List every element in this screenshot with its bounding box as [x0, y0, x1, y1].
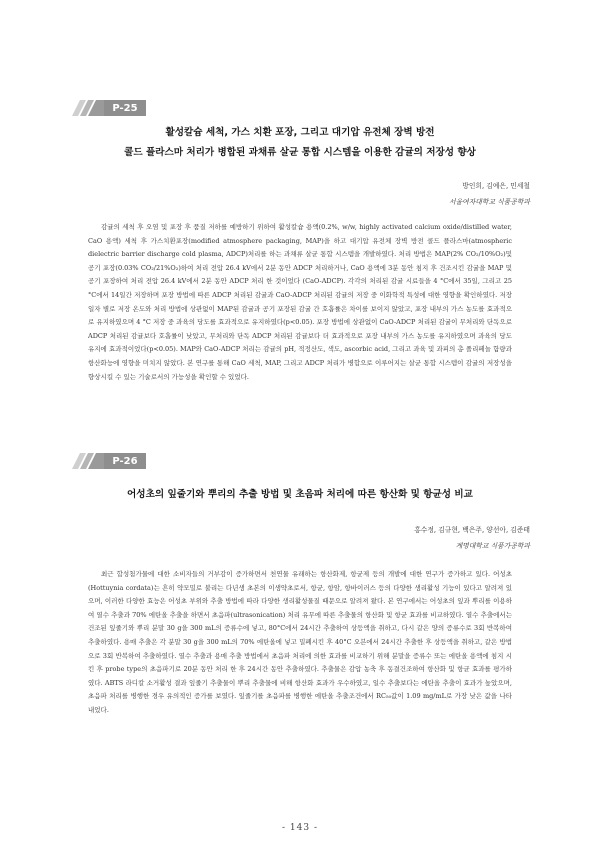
page-number: - 143 -: [282, 823, 318, 833]
badge-p26: [72, 453, 146, 469]
authors: 방인희, 김예은, 민세철: [462, 182, 530, 190]
badge-decoration-icon: [72, 453, 104, 469]
title-line: 어성초의 잎줄기와 뿌리의 추출 방법 및 초음파 처리에 따른 항산화 및 항균성 비교: [127, 489, 473, 500]
title-line: 활성칼슘 세척, 가스 치환 포장, 그리고 대기압 유전체 장벽 방전: [165, 127, 435, 138]
badge-p25: [72, 100, 146, 116]
badge-decoration-icon: [72, 100, 104, 116]
badge-label: P-25: [104, 100, 146, 116]
badge-label: P-26: [104, 453, 146, 469]
authors: 홍수정, 김규현, 백은주, 양선아, 김준태: [414, 526, 530, 534]
abstract: 최근 합성첨가물에 대한 소비자들의 거부감이 증가하면서 천연물 유래하는 항산화제, 항균제 등의 개발에 대한 연구가 증가하고 있다. 어성초(Hottuynia cordata)는 흔히 약모밀로 불리는 다년생 초본의 이생약초로서, 항균, 항암, 항바이러스 등의 다양한 생리활성 기능이 있다고 알려져 있으며, 이러한 다양한 효능은 어성초 부위와 추출 방법에 따라 다양한 생리활성물질 때문으로 알려져 왔다. 본 연구에서는 어성초의 잎과 뿌리를 이용하여 열수 추출과 70% 에탄올 추출을 하면서 초음파(ultrasonication) 처리 유무에 따른 추출물의 항산화 및 항균 효과를 비교하였다. 열수 추출에서는 건조된 잎줄기와 뿌리 분말 30 g을 300 mL의 증류수에 넣고, 80°C에서 24시간 추출하여 상등액을 취하고, 다시 같은 양의 증류수로 3회 반복하여 추출하였다. 용매 추출은 각 분말 30 g을 300 mL의 70% 에탄올에 넣고 밀폐시킨 후 40°C 오븐에서 24시간 추출한 후 상등액을 취하고, 같은 방법으로 3회 반복하여 추출하였다. 열수 추출과 용매 추출 방법에서 초음파 처리에 의한 효과를 비교하기 위해 분말을 증류수 또는 에탄올 용액에 침지 시킨 후 probe type의 초음파기로 20분 동안 처리 한 후 24시간 동안 추출하였다. 추출물은 감압 농축 후 동결건조하여 항산화 및 항균 효과를 평가하였다. ABTS 라디칼 소거활성 결과 잎줄기 추출물이 뿌리 추출물에 비해 항산화 효과가 우수하였고, 일수 추출보다는 에탄올 추출이 효과가 높았으며, 초음파 처리를 병행한 경우 유의적인 증가를 보였다. 잎줄기를 초음파를 병행한 에탄올 추출조건에서 RC₅₀값이 1.09 mg/mL로 가장 낮은 값을 나타내었다.: [88, 570, 512, 714]
entry-title: [60, 123, 540, 163]
affiliation: 계명대학교 식품가공학과: [455, 542, 530, 550]
entry-title: [60, 485, 540, 505]
affiliation: 서울여자대학교 식품공학과: [449, 198, 530, 206]
title-line: 콜드 플라스마 처리가 병합된 과채류 살균 통합 시스템을 이용한 감귤의 저장성 향상: [124, 147, 476, 158]
abstract: 감귤의 세척 후 오염 및 포장 후 품질 저하를 예방하기 위하여 활성칼슘 용액(0.2%, w/w, highly activated calcium oxide/distilled water, CaO 용액) 세척 후 가스치환포장(modified atmosphere packaging, MAP)을 하고 대기압 유전체 장벽 방전 콜드 플라스마(atmospheric dielectric barrier discharge cold plasma, ADCP)처리를 하는 과채류 살균 통합 시스템을 개발하였다. 처리 방법은 MAP(2% CO₂/10%O₂)및 공기 포장(0.03% CO₂/21%O₂)하여 처리 전압 26.4 kV에서 2분 동안 ADCP 처리하거나, CaO 용액에 3분 동안 침지 후 건조시킨 감귤을 MAP 및 공기 포장하여 처리 전압 26.4 kV에서 2분 동안 ADCP 처리 한 것이었다 (CaO-ADCP). 각각의 처리된 감귤 시료들을 4 °C에서 35일, 그리고 25 °C에서 14일간 저장하며 포장 방법에 따른 ADCP 처리된 감귤과 CaO-ADCP 처리된 감귤의 저장 중 이화학적 특성에 대한 영향을 확인하였다. 저장 일자 별로 저장 온도와 처리 방법에 상관없이 MAP된 감귤과 공기 포장된 감귤 간 호흡률은 차이를 보이지 않았고, 포장 내부의 가스 농도를 효과적으로 유지하였으며 4 °C 저장 중 과육의 당도를 효과적으로 유지하였다(p<0.05). 포장 방법에 상관없이 CaO-ADCP 처리된 감귤이 무처리와 단독으로 ADCP 처리된 감귤보다 호흡률이 낮았고, 무처리와 단독 ADCP 처리된 감귤보다 더 효과적으로 포장 내부의 가스 농도를 유지하였으며 과육의 당도 유지에 효과적이었다(p<0.05). MAP와 CaO-ADCP 처리는 감귤의 pH, 적정산도, 색도, ascorbic acid, 그리고 과육 및 과피의 총 폴리페놀 함량과 항산화능에 영향을 미치지 않았다. 본 연구를 통해 CaO 세척, MAP, 그리고 ADCP 처리가 병합으로 이루어지는 살균 통합 시스템이 감귤의 저장성을 향상시킬 수 있는 기술로서의 가능성을 확인할 수 있었다.: [88, 223, 512, 381]
